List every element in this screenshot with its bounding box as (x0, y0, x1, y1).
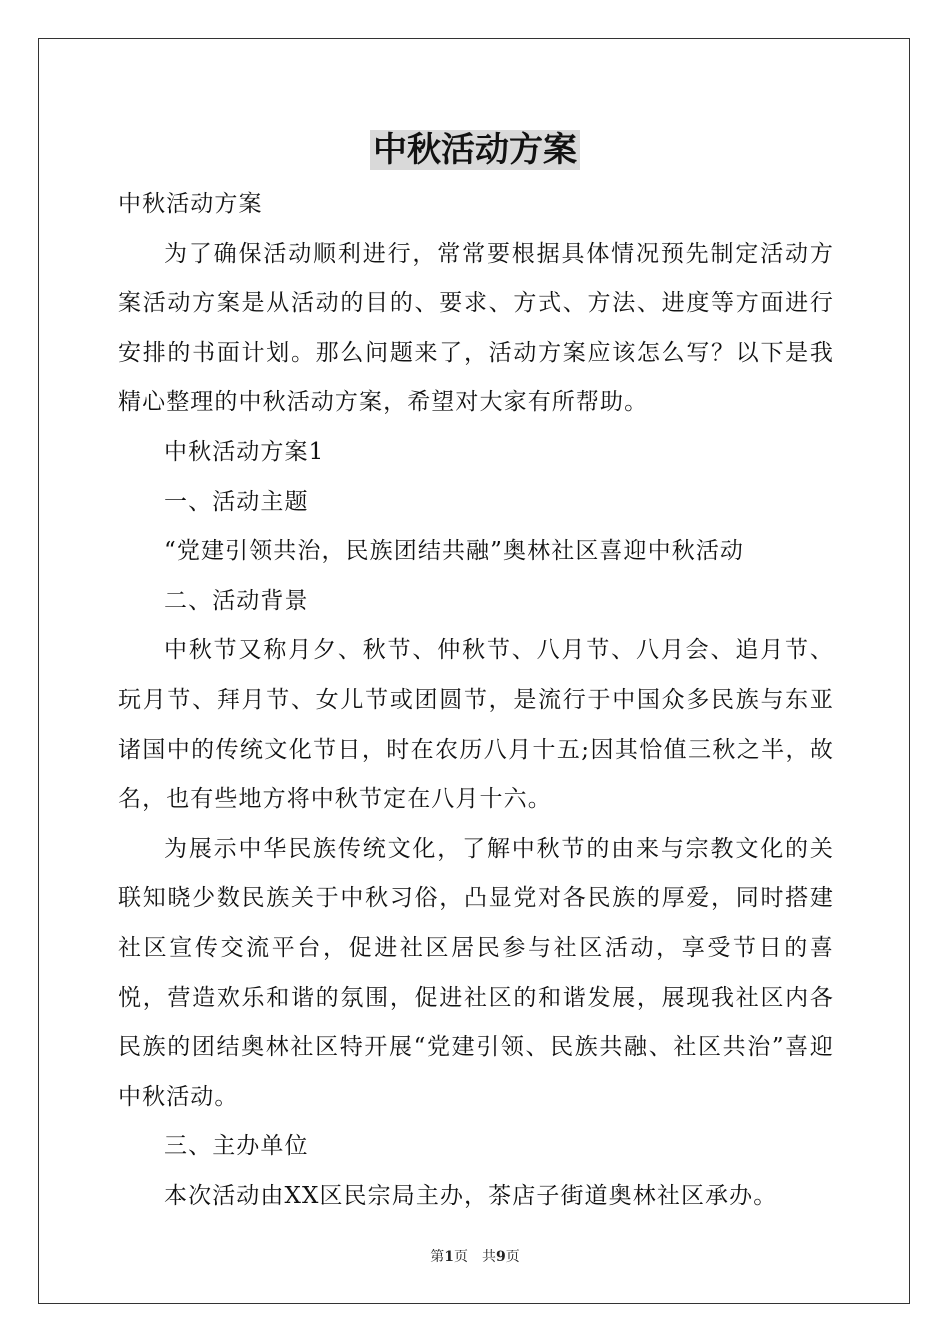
section-heading: 中秋活动方案1 (164, 438, 325, 465)
paragraph: 为了确保活动顺利进行，常常要根据具体情况预先制定活动方案活动方案是从活动的目的、要求、方式、方法、进度等方面进行安排的书面计划。那么问题来了，活动方案应该怎么写？以下是我精心整理的中秋活动方案，希望对大家有所帮助。 (118, 240, 834, 416)
page-suffix: 页 (454, 1249, 468, 1265)
page-prefix: 第 (430, 1249, 445, 1265)
page-footer (0, 1247, 950, 1267)
paragraph: 中秋活动方案 (118, 191, 263, 217)
total-prefix: 共 (482, 1249, 496, 1265)
section-heading: 三、主办单位 (164, 1133, 309, 1160)
section-heading: 一、活动主题 (164, 488, 309, 515)
document-title-text: 中秋活动方案 (370, 130, 580, 170)
paragraph: 本次活动由XX区民宗局主办，茶店子街道奥林社区承办。 (164, 1182, 778, 1209)
current-page-number: 1 (444, 1249, 454, 1265)
paragraph: 中秋节又称月夕、秋节、仲秋节、八月节、八月会、追月节、玩月节、拜月节、女儿节或团圆节，是流行于中国众多民族与东亚诸国中的传统文化节日，时在农历八月十五;因其恰值三秋之半，故名，也有些地方将中秋节定在八月十六。 (118, 637, 834, 813)
total-pages-number: 9 (496, 1249, 506, 1265)
paragraph: “党建引领共治，民族团结共融”奥林社区喜迎中秋活动 (164, 538, 745, 565)
total-suffix: 页 (505, 1249, 520, 1265)
paragraph: 为展示中华民族传统文化，了解中秋节的由来与宗教文化的关联知晓少数民族关于中秋习俗，凸显党对各民族的厚爱，同时搭建社区宣传交流平台，促进社区居民参与社区活动，享受节日的喜悦，营造欢乐和谐的氛围，促进社区的和谐发展，展现我社区内各民族的团结奥林社区特开展“党建引领、民族共融、社区共治”喜迎中秋活动。 (118, 835, 834, 1110)
section-heading: 二、活动背景 (164, 587, 309, 614)
document-body (118, 180, 834, 1221)
document-title (0, 128, 950, 172)
